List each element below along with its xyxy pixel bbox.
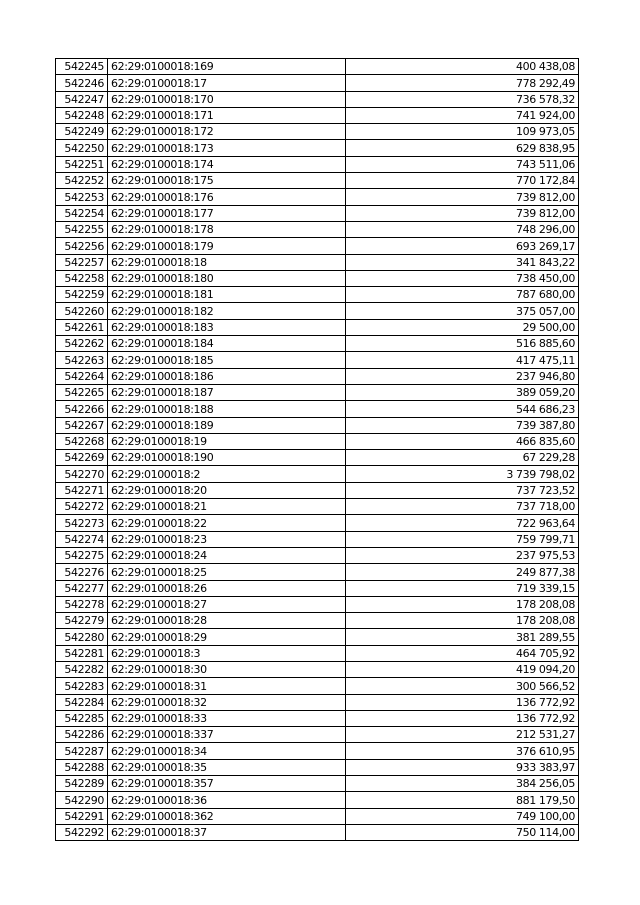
cadastral-number-cell: 62:29:0100018:30 — [108, 661, 346, 677]
cadastral-number-cell: 62:29:0100018:174 — [108, 156, 346, 172]
cadastral-value-cell: 737 723,52 — [346, 482, 579, 498]
table-row — [56, 531, 579, 547]
table-row — [56, 792, 579, 808]
row-id-cell: 542260 — [56, 303, 108, 319]
cadastral-value-cell: 741 924,00 — [346, 107, 579, 123]
cadastral-number-cell: 62:29:0100018:27 — [108, 596, 346, 612]
cadastral-value-cell: 109 973,05 — [346, 124, 579, 140]
cadastral-value-cell: 739 812,00 — [346, 189, 579, 205]
table-row — [56, 466, 579, 482]
cadastral-number-cell: 62:29:0100018:34 — [108, 743, 346, 759]
table-row — [56, 808, 579, 824]
table-row — [56, 368, 579, 384]
row-id-cell: 542275 — [56, 547, 108, 563]
table-row — [56, 156, 579, 172]
table-row — [56, 645, 579, 661]
cadastral-value-cell: 722 963,64 — [346, 515, 579, 531]
row-id-cell: 542249 — [56, 124, 108, 140]
cadastral-number-cell: 62:29:0100018:176 — [108, 189, 346, 205]
cadastral-value-cell: 739 387,80 — [346, 417, 579, 433]
row-id-cell: 542250 — [56, 140, 108, 156]
cadastral-number-cell: 62:29:0100018:337 — [108, 727, 346, 743]
row-id-cell: 542272 — [56, 499, 108, 515]
row-id-cell: 542261 — [56, 319, 108, 335]
cadastral-number-cell: 62:29:0100018:186 — [108, 368, 346, 384]
row-id-cell: 542291 — [56, 808, 108, 824]
table-row — [56, 450, 579, 466]
cadastral-value-cell: 544 686,23 — [346, 401, 579, 417]
row-id-cell: 542254 — [56, 205, 108, 221]
cadastral-value-cell: 464 705,92 — [346, 645, 579, 661]
cadastral-value-cell: 787 680,00 — [346, 287, 579, 303]
cadastral-number-cell: 62:29:0100018:178 — [108, 221, 346, 237]
row-id-cell: 542280 — [56, 629, 108, 645]
cadastral-value-cell: 67 229,28 — [346, 450, 579, 466]
cadastral-number-cell: 62:29:0100018:362 — [108, 808, 346, 824]
cadastral-number-cell: 62:29:0100018:182 — [108, 303, 346, 319]
row-id-cell: 542257 — [56, 254, 108, 270]
cadastral-number-cell: 62:29:0100018:184 — [108, 336, 346, 352]
cadastral-value-cell: 381 289,55 — [346, 629, 579, 645]
cadastral-value-cell: 933 383,97 — [346, 759, 579, 775]
table-row — [56, 336, 579, 352]
cadastral-value-cell: 778 292,49 — [346, 75, 579, 91]
cadastral-number-cell: 62:29:0100018:188 — [108, 401, 346, 417]
row-id-cell: 542263 — [56, 352, 108, 368]
cadastral-number-cell: 62:29:0100018:31 — [108, 678, 346, 694]
row-id-cell: 542290 — [56, 792, 108, 808]
row-id-cell: 542278 — [56, 596, 108, 612]
row-id-cell: 542271 — [56, 482, 108, 498]
cadastral-number-cell: 62:29:0100018:2 — [108, 466, 346, 482]
table-row — [56, 254, 579, 270]
cadastral-number-cell: 62:29:0100018:24 — [108, 547, 346, 563]
table-row — [56, 547, 579, 563]
table-row — [56, 776, 579, 792]
cadastral-number-cell: 62:29:0100018:32 — [108, 694, 346, 710]
row-id-cell: 542255 — [56, 221, 108, 237]
row-id-cell: 542287 — [56, 743, 108, 759]
cadastral-number-cell: 62:29:0100018:173 — [108, 140, 346, 156]
table-row — [56, 401, 579, 417]
cadastral-number-cell: 62:29:0100018:20 — [108, 482, 346, 498]
cadastral-value-cell: 178 208,08 — [346, 613, 579, 629]
cadastral-number-cell: 62:29:0100018:3 — [108, 645, 346, 661]
cadastral-value-cell: 3 739 798,02 — [346, 466, 579, 482]
cadastral-value-cell: 739 812,00 — [346, 205, 579, 221]
cadastral-number-cell: 62:29:0100018:183 — [108, 319, 346, 335]
table-body — [56, 59, 579, 841]
cadastral-number-cell: 62:29:0100018:36 — [108, 792, 346, 808]
table-row — [56, 661, 579, 677]
cadastral-value-cell: 212 531,27 — [346, 727, 579, 743]
table-row — [56, 710, 579, 726]
table-row — [56, 140, 579, 156]
table-row — [56, 91, 579, 107]
row-id-cell: 542253 — [56, 189, 108, 205]
cadastral-number-cell: 62:29:0100018:172 — [108, 124, 346, 140]
cadastral-value-cell: 419 094,20 — [346, 661, 579, 677]
row-id-cell: 542269 — [56, 450, 108, 466]
cadastral-value-cell: 748 296,00 — [346, 221, 579, 237]
cadastral-number-cell: 62:29:0100018:28 — [108, 613, 346, 629]
cadastral-value-cell: 389 059,20 — [346, 384, 579, 400]
cadastral-value-cell: 384 256,05 — [346, 776, 579, 792]
cadastral-number-cell: 62:29:0100018:181 — [108, 287, 346, 303]
cadastral-value-cell: 693 269,17 — [346, 238, 579, 254]
cadastral-value-cell: 29 500,00 — [346, 319, 579, 335]
cadastral-value-cell: 375 057,00 — [346, 303, 579, 319]
table-row — [56, 124, 579, 140]
row-id-cell: 542245 — [56, 59, 108, 75]
cadastral-number-cell: 62:29:0100018:22 — [108, 515, 346, 531]
row-id-cell: 542282 — [56, 661, 108, 677]
cadastral-number-cell: 62:29:0100018:175 — [108, 173, 346, 189]
cadastral-value-cell: 376 610,95 — [346, 743, 579, 759]
row-id-cell: 542251 — [56, 156, 108, 172]
cadastral-number-cell: 62:29:0100018:19 — [108, 433, 346, 449]
cadastral-value-cell: 417 475,11 — [346, 352, 579, 368]
cadastral-value-cell: 249 877,38 — [346, 564, 579, 580]
row-id-cell: 542258 — [56, 270, 108, 286]
row-id-cell: 542276 — [56, 564, 108, 580]
cadastral-number-cell: 62:29:0100018:357 — [108, 776, 346, 792]
table-row — [56, 499, 579, 515]
row-id-cell: 542247 — [56, 91, 108, 107]
row-id-cell: 542270 — [56, 466, 108, 482]
row-id-cell: 542285 — [56, 710, 108, 726]
cadastral-number-cell: 62:29:0100018:25 — [108, 564, 346, 580]
cadastral-number-cell: 62:29:0100018:170 — [108, 91, 346, 107]
cadastral-number-cell: 62:29:0100018:179 — [108, 238, 346, 254]
row-id-cell: 542262 — [56, 336, 108, 352]
cadastral-number-cell: 62:29:0100018:26 — [108, 580, 346, 596]
table-row — [56, 515, 579, 531]
table-row — [56, 580, 579, 596]
table-row — [56, 727, 579, 743]
row-id-cell: 542283 — [56, 678, 108, 694]
cadastral-value-cell: 750 114,00 — [346, 824, 579, 840]
cadastral-value-cell: 743 511,06 — [346, 156, 579, 172]
cadastral-number-cell: 62:29:0100018:17 — [108, 75, 346, 91]
cadastral-number-cell: 62:29:0100018:189 — [108, 417, 346, 433]
cadastral-number-cell: 62:29:0100018:18 — [108, 254, 346, 270]
table-row — [56, 694, 579, 710]
table-row — [56, 303, 579, 319]
cadastral-number-cell: 62:29:0100018:169 — [108, 59, 346, 75]
row-id-cell: 542268 — [56, 433, 108, 449]
table-row — [56, 759, 579, 775]
table-row — [56, 613, 579, 629]
cadastral-value-cell: 237 946,80 — [346, 368, 579, 384]
table-row — [56, 287, 579, 303]
cadastral-value-cell: 136 772,92 — [346, 710, 579, 726]
table-row — [56, 482, 579, 498]
row-id-cell: 542281 — [56, 645, 108, 661]
cadastral-value-cell: 736 578,32 — [346, 91, 579, 107]
cadastral-value-cell: 237 975,53 — [346, 547, 579, 563]
table-row — [56, 384, 579, 400]
cadastral-value-cell: 136 772,92 — [346, 694, 579, 710]
document-sheet — [55, 58, 579, 841]
row-id-cell: 542267 — [56, 417, 108, 433]
row-id-cell: 542256 — [56, 238, 108, 254]
table-row — [56, 189, 579, 205]
row-id-cell: 542259 — [56, 287, 108, 303]
table-row — [56, 629, 579, 645]
row-id-cell: 542264 — [56, 368, 108, 384]
cadastral-value-cell: 300 566,52 — [346, 678, 579, 694]
table-row — [56, 743, 579, 759]
cadastral-value-cell: 759 799,71 — [346, 531, 579, 547]
cadastral-number-cell: 62:29:0100018:37 — [108, 824, 346, 840]
cadastral-value-cell: 178 208,08 — [346, 596, 579, 612]
table-row — [56, 564, 579, 580]
cadastral-number-cell: 62:29:0100018:23 — [108, 531, 346, 547]
table-row — [56, 173, 579, 189]
row-id-cell: 542273 — [56, 515, 108, 531]
table-row — [56, 824, 579, 840]
table-row — [56, 270, 579, 286]
cadastral-number-cell: 62:29:0100018:33 — [108, 710, 346, 726]
row-id-cell: 542279 — [56, 613, 108, 629]
table-row — [56, 417, 579, 433]
table-row — [56, 107, 579, 123]
cadastral-number-cell: 62:29:0100018:180 — [108, 270, 346, 286]
cadastral-number-cell: 62:29:0100018:177 — [108, 205, 346, 221]
row-id-cell: 542277 — [56, 580, 108, 596]
cadastral-number-cell: 62:29:0100018:185 — [108, 352, 346, 368]
table-row — [56, 221, 579, 237]
row-id-cell: 542246 — [56, 75, 108, 91]
row-id-cell: 542289 — [56, 776, 108, 792]
cadastral-number-cell: 62:29:0100018:171 — [108, 107, 346, 123]
table-row — [56, 205, 579, 221]
row-id-cell: 542252 — [56, 173, 108, 189]
row-id-cell: 542292 — [56, 824, 108, 840]
cadastral-number-cell: 62:29:0100018:21 — [108, 499, 346, 515]
table-row — [56, 238, 579, 254]
row-id-cell: 542274 — [56, 531, 108, 547]
table-row — [56, 75, 579, 91]
cadastral-value-cell: 737 718,00 — [346, 499, 579, 515]
cadastral-number-cell: 62:29:0100018:190 — [108, 450, 346, 466]
row-id-cell: 542248 — [56, 107, 108, 123]
row-id-cell: 542284 — [56, 694, 108, 710]
cadastral-value-cell: 629 838,95 — [346, 140, 579, 156]
table-row — [56, 433, 579, 449]
cadastral-value-cell: 466 835,60 — [346, 433, 579, 449]
cadastral-value-cell: 749 100,00 — [346, 808, 579, 824]
row-id-cell: 542288 — [56, 759, 108, 775]
table-row — [56, 596, 579, 612]
table-row — [56, 352, 579, 368]
table-row — [56, 678, 579, 694]
table-row — [56, 319, 579, 335]
row-id-cell: 542286 — [56, 727, 108, 743]
cadastral-number-cell: 62:29:0100018:29 — [108, 629, 346, 645]
cadastral-value-table — [55, 58, 579, 841]
cadastral-value-cell: 770 172,84 — [346, 173, 579, 189]
cadastral-value-cell: 516 885,60 — [346, 336, 579, 352]
cadastral-number-cell: 62:29:0100018:35 — [108, 759, 346, 775]
cadastral-value-cell: 881 179,50 — [346, 792, 579, 808]
table-row — [56, 59, 579, 75]
row-id-cell: 542266 — [56, 401, 108, 417]
cadastral-value-cell: 341 843,22 — [346, 254, 579, 270]
cadastral-number-cell: 62:29:0100018:187 — [108, 384, 346, 400]
cadastral-value-cell: 719 339,15 — [346, 580, 579, 596]
row-id-cell: 542265 — [56, 384, 108, 400]
cadastral-value-cell: 400 438,08 — [346, 59, 579, 75]
cadastral-value-cell: 738 450,00 — [346, 270, 579, 286]
